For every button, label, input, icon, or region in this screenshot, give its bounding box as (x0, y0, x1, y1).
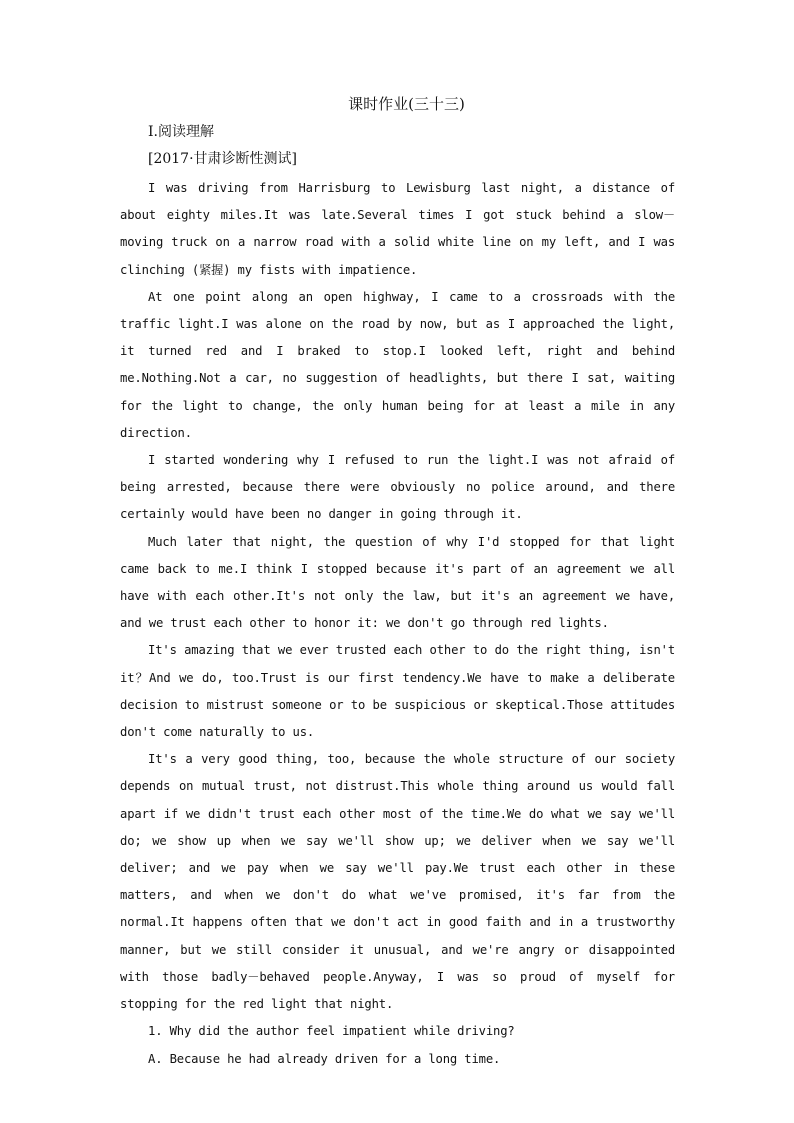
passage-paragraph-4: Much later that night, the question of why I'd stopped for that light came back to me.I think I stopped because it's part of an agreement we all have with each other.It's not only the law, but it's an agreement we have, and we trust each other to honor it: we don't go through red lights. (120, 534, 675, 631)
question-1: 1. Why did the author feel impatient while driving? (148, 1024, 515, 1039)
passage-paragraph-2: At one point along an open highway, I came to a crossroads with the traffic light.I was alone on the road by now, but as I approached the light, it turned red and I braked to stop.I looked left, right and behind me.Nothing.Not a car, no suggestion of headlights, but there I sat, waiting for the light to change, the only human being for at least a mile in any direction. (120, 289, 675, 440)
source-label: [2017·甘肃诊断性测试] (148, 151, 298, 167)
passage-paragraph-6: It's a very good thing, too, because the whole structure of our society depends on mutual trust, not distrust.This whole thing around us would fall apart if we didn't trust each other most of the time.We do what we say we'll do; we show up when we say we'll show up; we deliver when we say we'll deliver; and we pay when we say we'll pay.We trust each other in these matters, and when we don't do what we've promised, it's far from the normal.It happens often that we don't act in good faith and in a trustworthy manner, but we still consider it unusual, and we're angry or disappointed with those badly－behaved people.Anyway, I was so proud of myself for stopping for the red light that night. (120, 752, 675, 1012)
passage-paragraph-1: I was driving from Harrisburg to Lewisburg last night, a distance of about eighty miles.It was late.Several times I got stuck behind a slow－moving truck on a narrow road with a solid white line on my left, and I was clinching (紧握) my fists with impatience. (120, 181, 675, 277)
question-1-option-a: A. Because he had already driven for a long time. (148, 1051, 501, 1066)
passage-paragraph-5: It's amazing that we ever trusted each other to do the right thing, isn't it？And we do, too.Trust is our first tendency.We have to make a deliberate decision to mistrust someone or to be suspicious or skeptical.Those attitudes don't come naturally to us. (120, 643, 675, 740)
document-page (120, 92, 675, 1073)
section-heading: Ⅰ.阅读理解 (148, 124, 214, 140)
page-title: 课时作业(三十三) (348, 95, 465, 113)
passage-paragraph-3: I started wondering why I refused to run the light.I was not afraid of being arrested, because there were obviously no police around, and there certainly would have been no danger in going through it. (120, 453, 675, 522)
